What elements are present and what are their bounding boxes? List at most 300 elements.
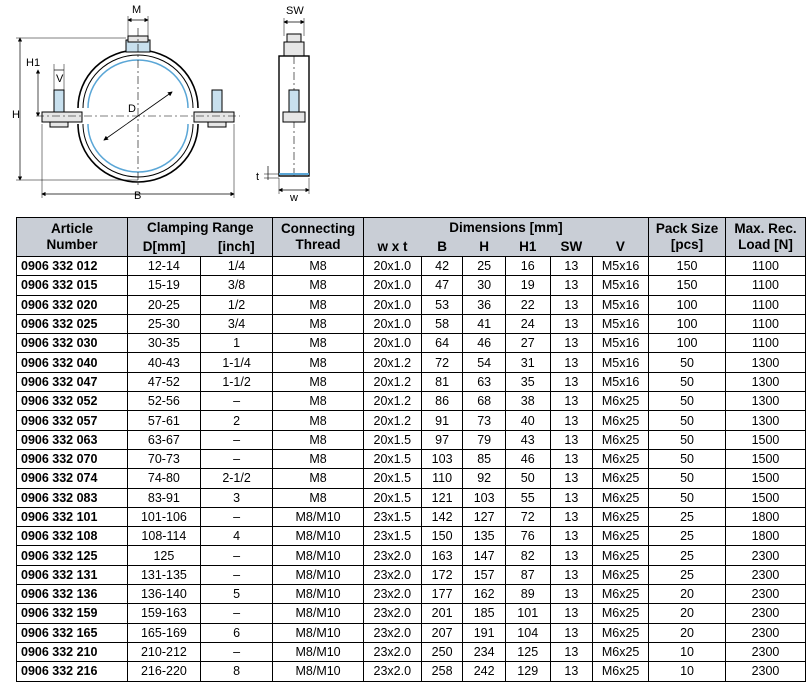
cell-clamping-inch: –	[200, 565, 273, 584]
header-pack: Pack Size [pcs]	[649, 218, 726, 257]
cell-wxt: 20x1.5	[363, 430, 421, 449]
cell-max-load: 1100	[725, 314, 805, 333]
cell-b: 47	[421, 276, 463, 295]
cell-v: M6x25	[593, 430, 649, 449]
cell-wxt: 20x1.5	[363, 449, 421, 468]
cell-thread: M8	[273, 411, 363, 430]
cell-b: 250	[421, 642, 463, 661]
table-row	[17, 353, 806, 372]
cell-v: M6x25	[593, 623, 649, 642]
cell-b: 72	[421, 353, 463, 372]
cell-h: 157	[463, 565, 506, 584]
cell-sw: 13	[550, 411, 593, 430]
cell-h1: 87	[505, 565, 550, 584]
cell-clamping-inch: 2	[200, 411, 273, 430]
cell-clamping-mm: 101-106	[128, 507, 201, 526]
cell-article-number: 0906 332 210	[17, 642, 128, 661]
cell-h1: 72	[505, 507, 550, 526]
cell-max-load: 1500	[725, 430, 805, 449]
table-row	[17, 372, 806, 391]
cell-h1: 89	[505, 585, 550, 604]
cell-article-number: 0906 332 131	[17, 565, 128, 584]
cell-v: M6x25	[593, 604, 649, 623]
cell-clamping-inch: 2-1/2	[200, 469, 273, 488]
cell-max-load: 1100	[725, 334, 805, 353]
cell-clamping-inch: 1-1/2	[200, 372, 273, 391]
cell-article-number: 0906 332 012	[17, 257, 128, 276]
cell-wxt: 20x1.2	[363, 372, 421, 391]
cell-pack-size: 20	[649, 585, 726, 604]
cell-clamping-mm: 63-67	[128, 430, 201, 449]
cell-clamping-inch: –	[200, 604, 273, 623]
cell-v: M5x16	[593, 334, 649, 353]
cell-sw: 13	[550, 662, 593, 681]
cell-clamping-mm: 70-73	[128, 449, 201, 468]
cell-article-number: 0906 332 165	[17, 623, 128, 642]
cell-article-number: 0906 332 070	[17, 449, 128, 468]
cell-max-load: 1100	[725, 257, 805, 276]
cell-v: M6x25	[593, 585, 649, 604]
cell-h: 103	[463, 488, 506, 507]
cell-article-number: 0906 332 040	[17, 353, 128, 372]
cell-v: M6x25	[593, 507, 649, 526]
cell-thread: M8/M10	[273, 642, 363, 661]
cell-sw: 13	[550, 430, 593, 449]
cell-sw: 13	[550, 469, 593, 488]
cell-wxt: 23x2.0	[363, 623, 421, 642]
cell-max-load: 2300	[725, 623, 805, 642]
cell-v: M5x16	[593, 276, 649, 295]
cell-b: 201	[421, 604, 463, 623]
header-b: B	[421, 237, 463, 257]
cell-clamping-inch: –	[200, 392, 273, 411]
cell-h: 54	[463, 353, 506, 372]
cell-thread: M8	[273, 334, 363, 353]
cell-clamping-mm: 216-220	[128, 662, 201, 681]
cell-sw: 13	[550, 527, 593, 546]
cell-sw: 13	[550, 314, 593, 333]
table-row	[17, 507, 806, 526]
table-row	[17, 295, 806, 314]
cell-max-load: 2300	[725, 604, 805, 623]
cell-b: 258	[421, 662, 463, 681]
cell-thread: M8/M10	[273, 546, 363, 565]
cell-article-number: 0906 332 216	[17, 662, 128, 681]
header-clamping: Clamping Range	[128, 218, 273, 238]
cell-wxt: 20x1.0	[363, 314, 421, 333]
cell-wxt: 23x2.0	[363, 662, 421, 681]
cell-h: 25	[463, 257, 506, 276]
cell-b: 121	[421, 488, 463, 507]
cell-clamping-mm: 136-140	[128, 585, 201, 604]
cell-b: 42	[421, 257, 463, 276]
cell-clamping-inch: 5	[200, 585, 273, 604]
cell-thread: M8	[273, 314, 363, 333]
cell-h1: 55	[505, 488, 550, 507]
cell-h: 68	[463, 392, 506, 411]
cell-max-load: 1100	[725, 295, 805, 314]
cell-clamping-inch: 8	[200, 662, 273, 681]
cell-v: M6x25	[593, 527, 649, 546]
label-h: H	[12, 109, 20, 121]
cell-pack-size: 100	[649, 334, 726, 353]
header-sw: SW	[550, 237, 593, 257]
cell-clamping-inch: 1-1/4	[200, 353, 273, 372]
cell-h: 63	[463, 372, 506, 391]
table-row	[17, 604, 806, 623]
cell-clamping-mm: 47-52	[128, 372, 201, 391]
cell-article-number: 0906 332 101	[17, 507, 128, 526]
cell-h: 46	[463, 334, 506, 353]
header-load: Max. Rec. Load [N]	[725, 218, 805, 257]
cell-sw: 13	[550, 565, 593, 584]
cell-pack-size: 25	[649, 565, 726, 584]
cell-h1: 101	[505, 604, 550, 623]
cell-article-number: 0906 332 052	[17, 392, 128, 411]
cell-sw: 13	[550, 449, 593, 468]
cell-h1: 22	[505, 295, 550, 314]
cell-clamping-mm: 40-43	[128, 353, 201, 372]
cell-article-number: 0906 332 020	[17, 295, 128, 314]
cell-sw: 13	[550, 585, 593, 604]
label-v: V	[56, 73, 64, 85]
cell-h1: 31	[505, 353, 550, 372]
cell-clamping-mm: 30-35	[128, 334, 201, 353]
table-row	[17, 257, 806, 276]
cell-h1: 38	[505, 392, 550, 411]
cell-article-number: 0906 332 047	[17, 372, 128, 391]
table-row	[17, 623, 806, 642]
table-row	[17, 411, 806, 430]
cell-pack-size: 150	[649, 276, 726, 295]
cell-thread: M8	[273, 353, 363, 372]
cell-pack-size: 50	[649, 469, 726, 488]
cell-v: M6x25	[593, 488, 649, 507]
cell-wxt: 20x1.0	[363, 295, 421, 314]
cell-b: 64	[421, 334, 463, 353]
cell-pack-size: 150	[649, 257, 726, 276]
cell-wxt: 23x1.5	[363, 527, 421, 546]
cell-sw: 13	[550, 353, 593, 372]
table-row	[17, 430, 806, 449]
table-row	[17, 449, 806, 468]
cell-wxt: 20x1.2	[363, 392, 421, 411]
cell-pack-size: 100	[649, 295, 726, 314]
cell-v: M5x16	[593, 314, 649, 333]
cell-article-number: 0906 332 136	[17, 585, 128, 604]
cell-clamping-inch: 1/4	[200, 257, 273, 276]
cell-v: M6x25	[593, 469, 649, 488]
cell-article-number: 0906 332 108	[17, 527, 128, 546]
cell-v: M6x25	[593, 546, 649, 565]
cell-pack-size: 20	[649, 604, 726, 623]
cell-max-load: 2300	[725, 642, 805, 661]
table-row	[17, 334, 806, 353]
cell-clamping-mm: 210-212	[128, 642, 201, 661]
cell-article-number: 0906 332 057	[17, 411, 128, 430]
cell-max-load: 1800	[725, 507, 805, 526]
cell-pack-size: 50	[649, 430, 726, 449]
cell-clamping-inch: 4	[200, 527, 273, 546]
cell-thread: M8/M10	[273, 565, 363, 584]
cell-max-load: 1800	[725, 527, 805, 546]
header-wxt: w x t	[363, 237, 421, 257]
cell-article-number: 0906 332 083	[17, 488, 128, 507]
cell-wxt: 20x1.0	[363, 334, 421, 353]
cell-h1: 50	[505, 469, 550, 488]
cell-v: M6x25	[593, 565, 649, 584]
cell-thread: M8	[273, 372, 363, 391]
cell-clamping-inch: 3/8	[200, 276, 273, 295]
cell-h: 36	[463, 295, 506, 314]
cell-sw: 13	[550, 604, 593, 623]
cell-sw: 13	[550, 507, 593, 526]
cell-h: 242	[463, 662, 506, 681]
table-row	[17, 488, 806, 507]
table-row	[17, 565, 806, 584]
cell-clamping-inch: –	[200, 642, 273, 661]
cell-clamping-mm: 57-61	[128, 411, 201, 430]
cell-clamping-mm: 165-169	[128, 623, 201, 642]
table-row	[17, 662, 806, 681]
cell-wxt: 23x2.0	[363, 585, 421, 604]
cell-h1: 46	[505, 449, 550, 468]
cell-sw: 13	[550, 372, 593, 391]
cell-thread: M8/M10	[273, 623, 363, 642]
cell-thread: M8	[273, 257, 363, 276]
cell-clamping-inch: 6	[200, 623, 273, 642]
cell-sw: 13	[550, 392, 593, 411]
cell-clamping-mm: 15-19	[128, 276, 201, 295]
label-t: t	[256, 171, 260, 183]
cell-max-load: 1100	[725, 276, 805, 295]
cell-h1: 16	[505, 257, 550, 276]
cell-b: 91	[421, 411, 463, 430]
cell-h: 185	[463, 604, 506, 623]
cell-h: 41	[463, 314, 506, 333]
label-h1: H1	[26, 57, 41, 69]
cell-b: 110	[421, 469, 463, 488]
table-row	[17, 314, 806, 333]
cell-pack-size: 10	[649, 662, 726, 681]
cell-pack-size: 50	[649, 449, 726, 468]
cell-sw: 13	[550, 488, 593, 507]
header-h1: H1	[505, 237, 550, 257]
cell-wxt: 20x1.5	[363, 488, 421, 507]
label-d: D	[128, 103, 136, 115]
cell-sw: 13	[550, 546, 593, 565]
cell-clamping-inch: –	[200, 449, 273, 468]
label-b: B	[134, 190, 142, 202]
cell-h1: 104	[505, 623, 550, 642]
cell-wxt: 20x1.5	[363, 469, 421, 488]
cell-thread: M8	[273, 295, 363, 314]
cell-pack-size: 100	[649, 314, 726, 333]
cell-article-number: 0906 332 030	[17, 334, 128, 353]
cell-b: 53	[421, 295, 463, 314]
cell-b: 172	[421, 565, 463, 584]
cell-wxt: 23x1.5	[363, 507, 421, 526]
cell-article-number: 0906 332 074	[17, 469, 128, 488]
cell-sw: 13	[550, 623, 593, 642]
cell-h1: 125	[505, 642, 550, 661]
cell-b: 177	[421, 585, 463, 604]
cell-max-load: 2300	[725, 565, 805, 584]
cell-sw: 13	[550, 295, 593, 314]
cell-h1: 82	[505, 546, 550, 565]
cell-b: 207	[421, 623, 463, 642]
label-w: w	[290, 192, 298, 204]
side-view-clamp	[264, 18, 309, 194]
cell-clamping-mm: 131-135	[128, 565, 201, 584]
cell-h: 135	[463, 527, 506, 546]
cell-clamping-inch: –	[200, 507, 273, 526]
cell-clamping-mm: 125	[128, 546, 201, 565]
cell-pack-size: 25	[649, 546, 726, 565]
cell-b: 103	[421, 449, 463, 468]
cell-v: M6x25	[593, 411, 649, 430]
header-article: Article Number	[17, 218, 128, 257]
cell-h1: 40	[505, 411, 550, 430]
cell-clamping-inch: 3	[200, 488, 273, 507]
cell-max-load: 1300	[725, 392, 805, 411]
cell-b: 142	[421, 507, 463, 526]
cell-thread: M8	[273, 449, 363, 468]
header-h: H	[463, 237, 506, 257]
cell-thread: M8	[273, 430, 363, 449]
cell-clamping-mm: 159-163	[128, 604, 201, 623]
table-row	[17, 527, 806, 546]
cell-h1: 19	[505, 276, 550, 295]
cell-max-load: 2300	[725, 585, 805, 604]
cell-thread: M8/M10	[273, 507, 363, 526]
header-dimensions: Dimensions [mm]	[363, 218, 648, 238]
cell-max-load: 2300	[725, 662, 805, 681]
cell-h1: 129	[505, 662, 550, 681]
header-v: V	[593, 237, 649, 257]
header-clamping-inch: [inch]	[200, 237, 273, 257]
cell-pack-size: 25	[649, 527, 726, 546]
cell-h1: 24	[505, 314, 550, 333]
cell-h: 85	[463, 449, 506, 468]
cell-h1: 27	[505, 334, 550, 353]
cell-b: 163	[421, 546, 463, 565]
header-thread: Connecting Thread	[273, 218, 363, 257]
cell-pack-size: 50	[649, 392, 726, 411]
cell-thread: M8	[273, 276, 363, 295]
cell-b: 150	[421, 527, 463, 546]
cell-clamping-mm: 12-14	[128, 257, 201, 276]
cell-v: M6x25	[593, 642, 649, 661]
cell-b: 58	[421, 314, 463, 333]
cell-clamping-mm: 108-114	[128, 527, 201, 546]
cell-article-number: 0906 332 025	[17, 314, 128, 333]
cell-clamping-mm: 74-80	[128, 469, 201, 488]
cell-h: 30	[463, 276, 506, 295]
cell-sw: 13	[550, 334, 593, 353]
table-row	[17, 469, 806, 488]
cell-h1: 35	[505, 372, 550, 391]
cell-clamping-mm: 20-25	[128, 295, 201, 314]
spec-table	[16, 217, 806, 682]
cell-h: 73	[463, 411, 506, 430]
label-sw: SW	[286, 5, 304, 17]
cell-h: 234	[463, 642, 506, 661]
cell-thread: M8	[273, 469, 363, 488]
cell-h: 191	[463, 623, 506, 642]
cell-sw: 13	[550, 276, 593, 295]
cell-max-load: 1300	[725, 372, 805, 391]
cell-v: M5x16	[593, 372, 649, 391]
cell-article-number: 0906 332 063	[17, 430, 128, 449]
cell-sw: 13	[550, 642, 593, 661]
cell-article-number: 0906 332 159	[17, 604, 128, 623]
cell-max-load: 1300	[725, 353, 805, 372]
cell-pack-size: 50	[649, 411, 726, 430]
cell-clamping-inch: 1/2	[200, 295, 273, 314]
cell-v: M5x16	[593, 353, 649, 372]
cell-max-load: 1500	[725, 449, 805, 468]
cell-wxt: 23x2.0	[363, 546, 421, 565]
cell-v: M6x25	[593, 662, 649, 681]
cell-clamping-inch: 1	[200, 334, 273, 353]
spec-table-body	[17, 257, 806, 682]
cell-pack-size: 50	[649, 372, 726, 391]
cell-thread: M8/M10	[273, 662, 363, 681]
cell-article-number: 0906 332 125	[17, 546, 128, 565]
label-m: M	[132, 4, 142, 16]
technical-drawing	[0, 0, 809, 212]
cell-wxt: 20x1.2	[363, 353, 421, 372]
cell-b: 86	[421, 392, 463, 411]
cell-wxt: 23x2.0	[363, 642, 421, 661]
table-row	[17, 642, 806, 661]
cell-clamping-mm: 52-56	[128, 392, 201, 411]
cell-h: 79	[463, 430, 506, 449]
cell-h: 92	[463, 469, 506, 488]
cell-wxt: 23x2.0	[363, 565, 421, 584]
cell-wxt: 23x2.0	[363, 604, 421, 623]
cell-pack-size: 25	[649, 507, 726, 526]
cell-thread: M8	[273, 488, 363, 507]
cell-wxt: 20x1.0	[363, 257, 421, 276]
cell-h: 127	[463, 507, 506, 526]
cell-v: M5x16	[593, 257, 649, 276]
cell-thread: M8	[273, 392, 363, 411]
cell-clamping-inch: –	[200, 546, 273, 565]
cell-wxt: 20x1.0	[363, 276, 421, 295]
table-row	[17, 392, 806, 411]
cell-clamping-inch: –	[200, 430, 273, 449]
cell-h: 147	[463, 546, 506, 565]
cell-pack-size: 10	[649, 642, 726, 661]
cell-v: M6x25	[593, 449, 649, 468]
cell-article-number: 0906 332 015	[17, 276, 128, 295]
header-clamping-mm: D[mm]	[128, 237, 201, 257]
table-row	[17, 546, 806, 565]
cell-b: 81	[421, 372, 463, 391]
cell-max-load: 2300	[725, 546, 805, 565]
cell-clamping-mm: 83-91	[128, 488, 201, 507]
table-row	[17, 585, 806, 604]
cell-thread: M8/M10	[273, 527, 363, 546]
cell-v: M5x16	[593, 295, 649, 314]
cell-clamping-mm: 25-30	[128, 314, 201, 333]
cell-pack-size: 50	[649, 353, 726, 372]
cell-max-load: 1500	[725, 488, 805, 507]
cell-thread: M8/M10	[273, 585, 363, 604]
cell-pack-size: 20	[649, 623, 726, 642]
